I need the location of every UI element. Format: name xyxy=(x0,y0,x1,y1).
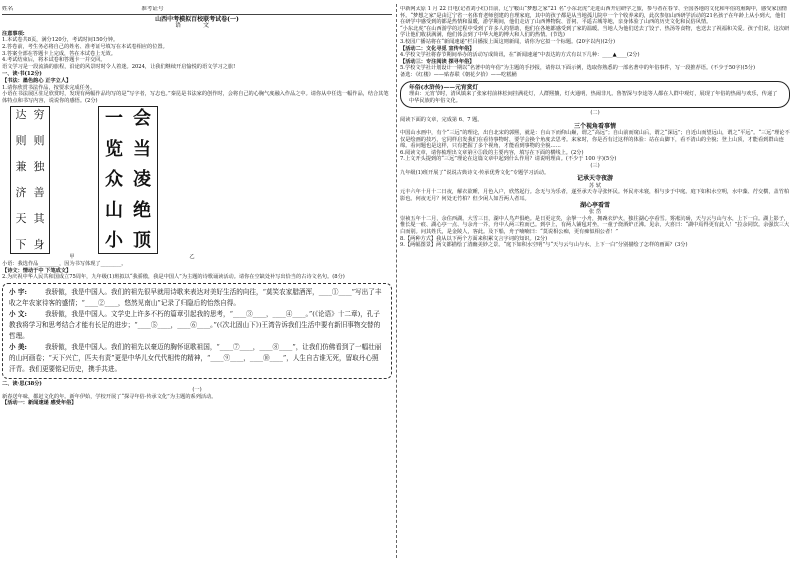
callig-column: 达 则 兼 济 天 下 xyxy=(15,108,27,252)
poem2-title: 湖心亭看雪 xyxy=(579,201,610,209)
recommendation-banner xyxy=(400,81,790,109)
left-column xyxy=(2,6,392,558)
callig-column: 穷 则 独 善 其 身 xyxy=(33,108,45,252)
dialog-line: 小 宇: 我骄傲，我是中国人。我们的祖先很早就用诗歌来表达对美好生活的向往，“莫笑农家腊酒浑，____①____”写出了丰收之年农家待客的盛情；“____②____，悠然见南山”记录了归隐后的怡然自得。 xyxy=(9,287,382,307)
news-text-2: “小东北虎”在山西游学的过程中受到了许多人的帮助，他们在各地都感受到了家的温暖。当地人为他们送去了饺子、热汤等食物，也送去了祝福和关爱。孩子们说，这次研学让他们收获满满，他们体会到了中华大地的博大和人们的热情。(节选) xyxy=(400,25,790,39)
question-2: 2.为庆祝中华人民共和国成立75周年，九年级(1)班拟以“我骄傲，我是中国人”为主题的诗歌诵读活动。请你在空缺处补写出恰当的古诗文名句。(8分) xyxy=(2,274,345,281)
essay-text: 中国山水画中，有个“三远”的理论，出自北宋的郭熙，就是：自山下而仰山巅，谓之“高远”；自山前而窥山后，谓之“深远”；自近山而望远山，谓之“平远”。“三远”理论不仅是绘画的技巧，它同样启发我们在看待事物时，要学会换个角度去思考。来家时，你是否有过这样的体验：站在山脚下，看不清山的全貌；登上山顶，才能看到群山连绵。看问题也是这样，只有把握了多个视角，才能看到事物的全貌…… xyxy=(400,130,790,150)
column-divider xyxy=(396,4,397,558)
question-8-intro: 九年级(1)班开展了“说说古典诗文·传承优秀文化”专题学习活动。 xyxy=(400,169,550,176)
section-label: (三) xyxy=(590,163,600,170)
poem1-author: 苏 轼 xyxy=(588,182,602,189)
speaker: 小 美: xyxy=(9,342,27,351)
speaker: 小 宇: xyxy=(9,287,27,296)
section-label: (一) xyxy=(192,387,202,394)
question-3: 3.校园广播站将在“新闻速递”栏目播报上面这则新闻，请你为它拟一个标题。(20字以内)(2分) xyxy=(400,38,616,45)
reading-intro: 阅读下面的文章，完成第 6、7 题。 xyxy=(400,116,483,123)
essay-title: 三个视角看事情 xyxy=(573,122,616,130)
dialog-box xyxy=(2,283,392,379)
caption-jia: 甲 xyxy=(69,254,75,261)
question-9: 9.【两幅图景】两文都描绘了清幽美妙之景。“庭下如积水空明”与“天与云与山与水，上下一白”分别描绘了怎样的画面？(3分) xyxy=(400,242,688,249)
banner-title: 年俗(水浒传)——元宵赏灯 xyxy=(409,84,479,91)
question-4: 4.学校文学社将春节期间举办的活动写成简讯，在“新闻速递”中表达的方式有以下几种：____▲____(2分) xyxy=(400,52,640,59)
dialog-line: 小 文: 我骄傲，我是中国人。文学史上许多不朽的篇章引起我的思考，“____③____，____④____。”(《论语》十二章)，孔子教我将学习和思考结合才能有长足的进步；“____⑤____，____⑥____。”(《次北固山下》)王湾告诉我们生活中要有新旧事物交替的哲理。 xyxy=(9,309,381,340)
part2-heading: 二、读·思(38分) xyxy=(2,380,42,387)
poem2-author: 张 岱 xyxy=(588,209,602,216)
calligraphy-jia xyxy=(10,106,50,254)
note-item: 1.本试卷共8页，满分120分，考试时间150分钟。 xyxy=(2,37,119,44)
banner-text: 理由：元宵节时，清风镇来了张家村前林松间挂满花灯，人群熙攘，灯火通明，热闹非凡。鲁智深与李逵等人都在人群中观灯，展现了年俗的热闹与欢乐，传递了中华民族的年俗文化。 xyxy=(409,91,778,104)
question-5: 5.学校文学社计划设计一期以“名著中的年俗”为主题的手抄报，请你以下面示例，选取你熟悉的一部名著中的年俗事件，写一段推荐语。(不少于50字)(5分) xyxy=(400,65,756,72)
callig-column: 会 当 凌 绝 顶 xyxy=(133,108,151,252)
question-7: 7.上文开头提到的“三远”理论在这篇文章中起到什么作用？请说明理由。(不少于 100 字)(5分) xyxy=(400,156,617,163)
exam-title: 山西中考模拟百校联考试卷(一) xyxy=(155,15,239,23)
task2-heading: 【诗文：情动于中 下笔成文】 xyxy=(2,267,72,274)
xiaoyu-answer: 小语：我选作品________，因为书写体现了________。 xyxy=(2,260,127,267)
question-1: 1.请你欣赏书法作品，按要求完成任务。 xyxy=(2,84,96,91)
seal-line xyxy=(2,6,392,15)
note-item: 3.答案全部在答题卡上完成，答在本试卷上无效。 xyxy=(2,50,116,57)
right-column xyxy=(400,6,790,558)
question-1-text: 小语在书法展区驻足欣赏时，发现有两幅作品均写的是“写字者，写志也。”秦昆是书法家的创作时，会将自己的心胸气度融入作品之中。请你从中任选一幅作品，结合其笔体特点和书写内容，说说你的感悟。(2分) xyxy=(2,91,389,104)
notes-intro: 语文学习是一段流淌的旅程，沿途的风景时时令人着迷。2024，让我们继续开启愉悦的语文学习之旅! xyxy=(2,63,236,70)
callig-column: 一 览 众 山 小 xyxy=(105,108,123,252)
activity3-heading: 【活动三：专注阅读 探寻年俗】 xyxy=(400,58,475,65)
question-5-example: 备选：《红楼》——贴春联《朝花夕拾》——吃糕桶 xyxy=(400,71,517,78)
poem1-title: 记承天寺夜游 xyxy=(576,175,613,183)
poem2-text: 崇祯五年十二月，余住西湖。大雪三日，湖中人鸟声俱绝。是日更定矣，余拏一小舟，拥毳衣炉火，独往湖心亭看雪。雾凇沆砀，天与云与山与水，上下一白。湖上影子，惟长堤一痕、湖心亭一点、与余舟一芥，舟中人两三粒而已。到亭上，有两人铺毡对坐，一童子烧酒炉正沸。见余，大喜曰：“湖中焉得更有此人！”拉余同饮。余强饮三大白而别。问其姓氏，是金陵人，客此。及下船，舟子喃喃曰：“莫说相公痴，更有痴似相公者！” xyxy=(400,215,790,235)
task1-heading: 【书法：墨色韵心 正字立人】 xyxy=(2,77,72,84)
calligraphy-works xyxy=(10,106,392,254)
speaker: 小 文: xyxy=(9,309,27,318)
part1-heading: 一、读·书(12分) xyxy=(2,71,42,78)
calligraphy-yi xyxy=(98,106,158,254)
note-item: 4.考试结束后，将本试卷和答题卡一并交回。 xyxy=(2,57,106,64)
section-label: (二) xyxy=(590,110,600,117)
news-text: 中新网太原 1 月 22 日电(记者刘小红)日前，辽宁鞍山“梦想之家”21 名“小东北虎”走进山西开启研学之旅，参与者在春节、全国各地的文化和年俗的熏陶中，感受家国情怀。“梦想之家”是由辽宁省一名体育老师创建的自理家庭，其中的孩子都是从当地孤儿院中一个个收养来的，此次参加山西研学活动的21名孩子在年龄上从小到大，他们在研学中感受到的都是热情和温暖，游学期间，他们走访了山西博物院、晋祠、平遥古城等地，亲身体验了山西的历史文化和民俗风情。 xyxy=(400,6,787,26)
ticket-label: 准考证号 xyxy=(141,6,164,12)
caption-yi: 乙 xyxy=(189,254,195,261)
exam-subject: 语 文 xyxy=(175,22,219,30)
dialog-line: 小 美: 我骄傲，我是中国人。我们的祖先以豪迈的胸怀讴歌祖国，“____⑦____，____⑧____”，让我们仿佛看到了一幅壮丽的山河画卷；“天下兴亡，匹夫有责”更是中华儿女代代相传的精神，“____⑨____，____⑩____”，人生自古谁无死，留取丹心照汗青。我们更要铭记历史，携手共进。 xyxy=(9,342,382,373)
poem1-text: 元丰六年十月十二日夜，解衣欲睡，月色入户，欣然起行。念无与为乐者，遂至承天寺寻张怀民。怀民亦未寝，相与步于中庭。庭下如积水空明，水中藻、荇交横，盖竹柏影也。何夜无月？何处无竹柏？但少闲人如吾两人者耳。 xyxy=(400,189,790,203)
question-6: 6.阅读文章，请你梳理出文章第④⑤段的主要内容，填写在下面的横线上。(2分) xyxy=(400,149,584,156)
name-label: 姓名 xyxy=(2,6,14,12)
note-item: 2.答卷前，考生务必将自己的姓名、准考证号填写在本试卷相应的位置。 xyxy=(2,43,168,50)
calligraphy-captions xyxy=(12,254,252,261)
notes-heading: 注意事项: xyxy=(2,30,25,37)
question-8: 8.【两种方式】我从以下两个方面来积累文言字词的知识。(2分) xyxy=(400,235,548,242)
activity-intro: 新春送年味，都赶文化的年。新年伊始，学校开展了“探寻年俗·传承文化”为主题的系列活动。 xyxy=(2,393,217,400)
activity1-heading: 【活动一：新闻速递 感受年俗】 xyxy=(2,400,77,407)
activity2-heading: 【活动二：文化寻觅 宣传年俗】 xyxy=(400,45,475,52)
